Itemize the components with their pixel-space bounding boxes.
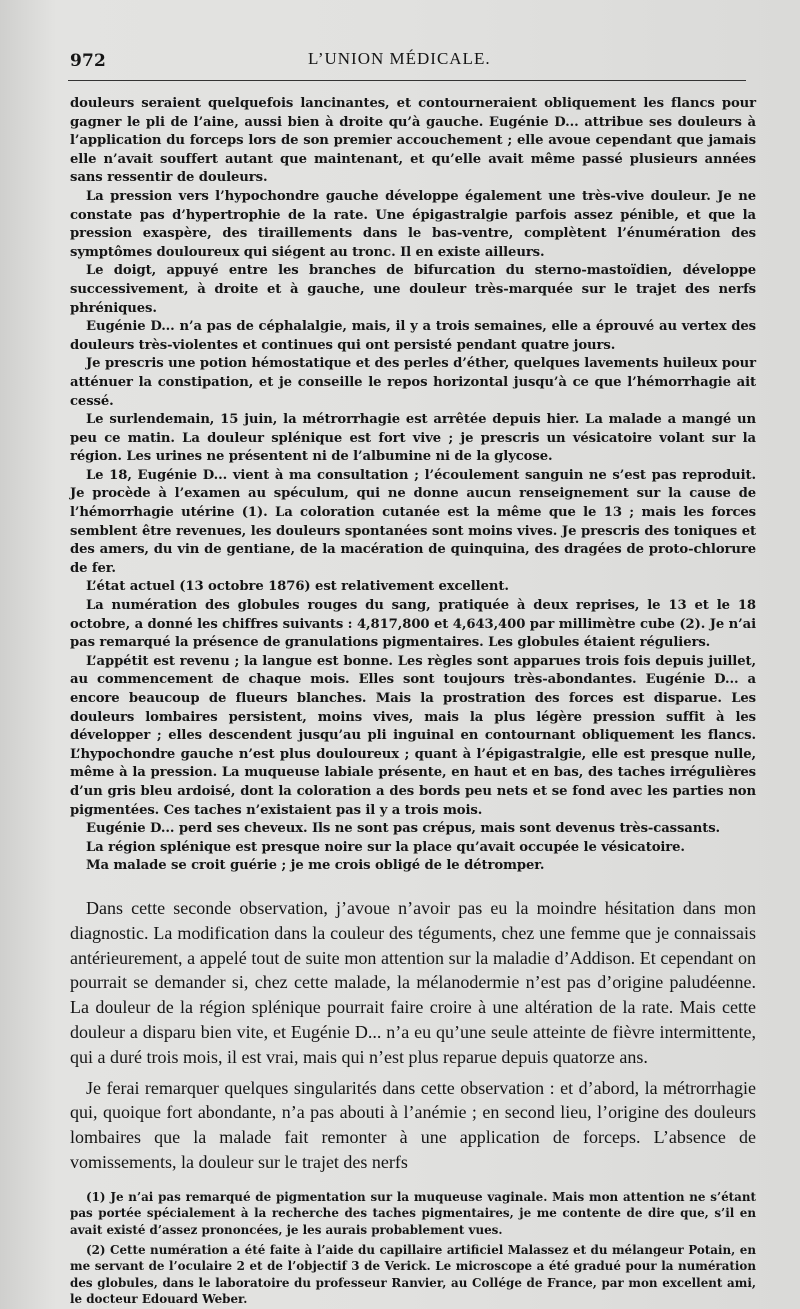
running-head [70, 47, 756, 75]
observation-paragraph-6: Le surlendemain, 15 juin, la métrorrhagie est arrêtée depuis hier. La malade a mangé un peu ce matin. La douleur splénique est fort vive ; je prescris un vésicatoire volant sur la région. Les urines ne présentent ni de l’albumine ni de la glycose. [70, 412, 756, 465]
observation-paragraph-8: L’état actuel (13 octobre 1876) est relativement excellent. [86, 579, 509, 595]
observation-paragraph-9: La numération des globules rouges du sang, pratiquée à deux reprises, le 13 et le 18 octobre, a donné les chiffres suivants : 4,817,800 et 4,643,400 par millimètre cube (2). Je n’ai pas remarqué la présence de granulations pigmentaires. Les globules étaient réguliers. [70, 598, 756, 651]
footnotes-section [70, 1189, 756, 1308]
header-rule [68, 80, 746, 81]
observation-paragraph-11: Eugénie D... perd ses cheveux. Ils ne sont pas crépus, mais sont devenus très-cassants. [86, 821, 721, 837]
observation-paragraph-4: Eugénie D... n’a pas de céphalalgie, mais, il y a trois semaines, elle a éprouvé au vertex des douleurs très-violentes et continues qui ont persisté pendant quatre jours. [70, 319, 756, 353]
commentary-paragraph-1: Dans cette seconde observation, j’avoue n’avoir pas eu la moindre hésitation dans mon diagnostic. La modification dans la couleur des téguments, chez une femme que je connaissais antérieurement, a appelé tout de suite mon attention sur la maladie d’Addison. Et cependant on pourrait se demander si, chez cette malade, la mélanodermie n’est pas d’origine paludéenne. La douleur de la région splénique pourrait faire croire à une altération de la rate. Mais cette douleur a disparu bien vite, et Eugénie D... n’a eu qu’une seule atteinte de fièvre intermittente, qui a duré trois mois, il est vrai, mais qui n’est plus reparue depuis quatorze ans. [70, 897, 756, 1067]
observation-section [70, 95, 756, 876]
footnote-2: (2) Cette numération a été faite à l’aide du capillaire artificiel Malassez et du mélangeur Potain, en me servant de l’oculaire 2 et de l’objectif 3 de Verick. Le microscope a été gradué pour la numération des globules, dans le laboratoire du professeur Ranvier, au Collége de France, par mon excellent ami, le docteur Edouard Weber. [70, 1242, 756, 1307]
page-number: 972 [70, 51, 107, 71]
journal-title: L’UNION MÉDICALE. [308, 49, 491, 68]
commentary-section [70, 896, 756, 1175]
commentary-paragraph-2: Je ferai remarquer quelques singularités dans cette observation : et d’abord, la métrorrhagie qui, quoique fort abondante, n’a pas abouti à l’anémie ; en second lieu, l’origine des douleurs lombaires que la malade fait remonter à une application de forceps. L’absence de vomissements, la douleur sur le trajet des nerfs [70, 1077, 756, 1172]
observation-paragraph-7: Le 18, Eugénie D... vient à ma consultation ; l’écoulement sanguin ne s’est pas reproduit. Je procède à l’examen au spéculum, qui ne donne aucun renseignement sur la cause de l’hémorrhagie utérine (1). La coloration cutanée est la même que le 13 ; mais les forces semblent être revenues, les douleurs spontanées sont moins vives. Je prescris des toniques et des amers, du vin de gentiane, de la macération de quinquina, des dragées de proto-chlorure de fer. [70, 467, 756, 576]
observation-paragraph-1: douleurs seraient quelquefois lancinantes, et contourneraient obliquement les flancs pour gagner le pli de l’aine, aussi bien à droite qu’à gauche. Eugénie D... attribue ses douleurs à l’application du forceps lors de son premier accouchement ; elle avoue cependant que jamais elle n’avait souffert autant que maintenant, et qu’elle avait même passé plusieurs années sans ressentir de douleurs. [70, 96, 756, 186]
observation-paragraph-2: La pression vers l’hypochondre gauche développe également une très-vive douleur. Je ne constate pas d’hypertrophie de la rate. Une épigastralgie parfois assez pénible, et que la pression exaspère, des tiraillements dans le bas-ventre, complètent l’énumération des symptômes douloureux qui siégent au tronc. Il en existe ailleurs. [70, 188, 756, 260]
observation-paragraph-10: L’appétit est revenu ; la langue est bonne. Les règles sont apparues trois fois depuis juillet, au commencement de chaque mois. Elles sont toujours très-abondantes. Eugénie D... a encore beaucoup de flueurs blanches. Mais la prostration des forces est disparue. Les douleurs lombaires persistent, moins vives, mais la plus légère pression suffit à les développer ; elles descendent jusqu’au pli inguinal en contournant obliquement les flancs. L’hypochondre gauche n’est plus douloureux ; quant à l’épigastralgie, elle est presque nulle, même à la pression. La muqueuse labiale présente, en haut et en bas, des taches irrégulières d’un gris bleu ardoisé, dont la coloration a des bords peu nets et se fond avec les parties non pigmentées. Ces taches n’existaient pas il y a trois mois. [70, 653, 756, 818]
footnote-1: (1) Je n’ai pas remarqué de pigmentation sur la muqueuse vaginale. Mais mon attention ne s’étant pas portée spécialement à la recherche des taches pigmentaires, je me contente de dire que, s’il en avait existé d’assez prononcées, je les aurais probablement vues. [70, 1189, 756, 1237]
observation-paragraph-5: Je prescris une potion hémostatique et des perles d’éther, quelques lavements huileux pour atténuer la constipation, et je conseille le repos horizontal jusqu’à ce que l’hémorrhagie ait cessé. [70, 356, 756, 409]
observation-paragraph-3: Le doigt, appuyé entre les branches de bifurcation du sterno-mastoïdien, développe successivement, à droite et à gauche, une douleur très-marquée sur le trajet des nerfs phréniques. [70, 263, 756, 316]
observation-paragraph-12: La région splénique est presque noire sur la place qu’avait occupée le vésicatoire. [86, 839, 685, 855]
observation-paragraph-13: Ma malade se croit guérie ; je me crois obligé de le détromper. [86, 858, 545, 874]
